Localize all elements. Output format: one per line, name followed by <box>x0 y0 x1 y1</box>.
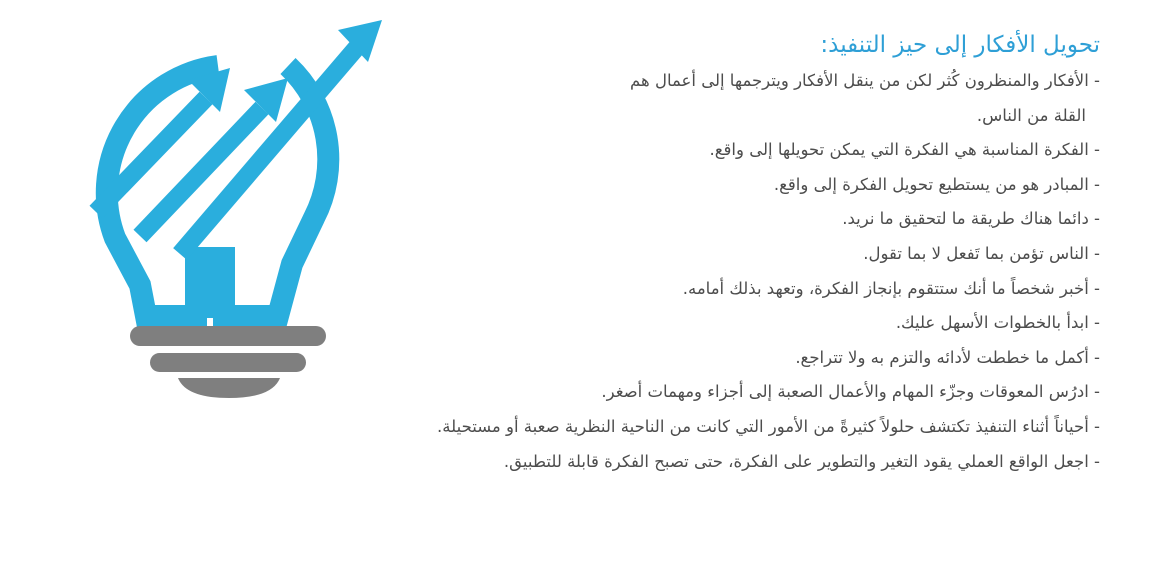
list-item: - ابدأ بالخطوات الأسهل عليك. <box>895 313 1100 333</box>
list-item: - دائما هناك طريقة ما لتحقيق ما نريد. <box>842 209 1100 229</box>
list-item: - الفكرة المناسبة هي الفكرة التي يمكن تحويلها إلى واقع. <box>709 140 1100 160</box>
list-item: - الناس تؤمن بما تَفعل لا بما تقول. <box>863 243 1100 263</box>
list-item: - أخبر شخصاً ما أنك ستتقوم بإنجاز الفكرة، وتعهد بذلك أمامه. <box>682 278 1100 298</box>
list-item: - ادرُس المعوقات وجزّء المهام والأعمال الصعبة إلى أجزاء ومهمات أصغر. <box>601 382 1100 402</box>
list-item: - اجعل الواقع العملي يقود التغير والتطوير على الفكرة، حتى تصبح الفكرة قابلة للتطبيق. <box>503 451 1100 471</box>
content-block <box>50 30 1100 479</box>
list-item: - المبادر هو من يستطيع تحويل الفكرة إلى واقع. <box>773 174 1100 194</box>
list-item: - أكمل ما خططت لأدائه والتزم به ولا تتراجع. <box>795 347 1100 367</box>
list-item: - الأفكار والمنظرون كُثر لكن من ينقل الأفكار ويترجمها إلى أعمال هم <box>630 71 1100 90</box>
page-heading: تحويل الأفكار إلى حيز التنفيذ: <box>820 32 1100 58</box>
list-item: - أحياناً أثناء التنفيذ تكتشف حلولاً كثيرةً من الأمور التي كانت من الناحية النظرية صعبة أو مستحيلة. <box>437 416 1100 436</box>
list-item-continuation: القلة من الناس. <box>976 105 1086 125</box>
